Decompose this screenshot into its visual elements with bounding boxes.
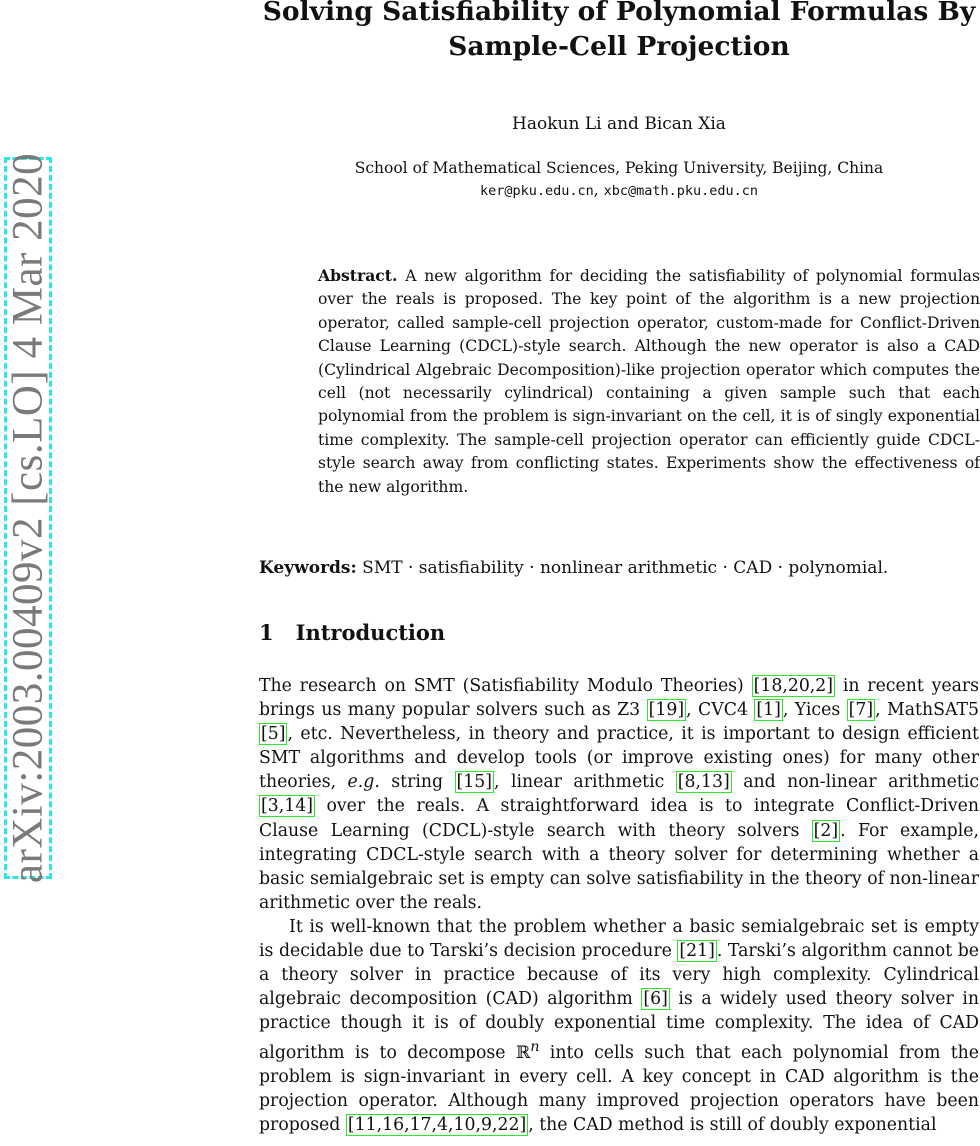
text-run: , etc. Nevertheless, in theory and practice, it is important to design efficient SMT algorithms and develop tools (or improve existing ones) for many other theories, <box>259 724 979 793</box>
citation-link[interactable]: [1] <box>756 700 781 721</box>
text-run: into cells such that each polynomial from the problem is sign-invariant in every cell. A key concept in CAD algorithm is the projection operator. Although many improved projection operators have been proposed <box>259 1043 979 1136</box>
arxiv-identifier: arXiv:2003.00409v2 [cs.LO] 4 Mar 2020 <box>4 152 52 884</box>
abstract-label: Abstract. <box>318 266 398 285</box>
text-run: is a widely used theory solver in practice though it is of doubly exponential time complexity. The idea of CAD algorithm is to decompose <box>259 989 979 1064</box>
authors: Haokun Li and Bican Xia <box>512 114 726 134</box>
text-run: over the reals. A straightforward idea is to integrate Conflict-Driven Clause Learning (CDCL)-style search with theory solvers <box>259 796 979 841</box>
affiliation: School of Mathematical Sciences, Peking University, Beijing, China <box>354 159 884 177</box>
text-run: , MathSAT5 <box>875 700 980 721</box>
text-run: , Yices <box>782 700 847 721</box>
section-number: 1 <box>259 620 274 645</box>
paragraph-2 <box>259 915 979 1138</box>
body-text <box>259 674 979 1138</box>
citation-link[interactable]: [3,14] <box>261 796 313 817</box>
text-run: string <box>379 772 455 793</box>
keywords-label: Keywords: <box>259 558 357 578</box>
citation-link[interactable]: [18,20,2] <box>753 676 834 696</box>
abstract-text: A new algorithm for deciding the satisfiability of polynomial formulas over the reals is proposed. The key point of the algorithm is a new projection operator, called sample-cell projection operator, custom-made for Conflict-Driven Clause Learning (CDCL)-style search. Although the new operator is also a CAD (Cylindrical Algebraic Decomposition)-like projection operator which computes the cell (not necessarily cylindrical) containing a given sample such that each polynomial from the problem is sign-invariant on the cell, it is of singly exponential time complexity. The sample-cell projection operator can efficiently guide CDCL-style search away from conflicting states. Experiments show the effectiveness of the new algorithm. <box>318 267 980 496</box>
keywords <box>259 558 979 578</box>
text-run: , CVC4 <box>686 700 755 721</box>
citation-link[interactable]: [11,16,17,4,10,9,22] <box>347 1115 527 1136</box>
email-separator: , <box>593 181 604 199</box>
text-run: , linear arithmetic <box>494 772 676 793</box>
paper-title <box>259 0 979 64</box>
section-title: Introduction <box>295 620 446 645</box>
title-line-1: Solving Satisfiability of Polynomial Formulas By <box>262 0 976 27</box>
math-exponent-n: n <box>530 1039 540 1056</box>
keywords-text: SMT · satisfiability · nonlinear arithmetic · CAD · polynomial. <box>362 558 889 578</box>
affiliation-block <box>259 157 979 202</box>
citation-link[interactable]: [6] <box>643 989 668 1010</box>
abstract <box>318 264 980 499</box>
text-run: . Tarski’s algorithm cannot be a theory solver in practice because of its very high complexity. Cylindrical algebraic decomposition (CAD) algorithm <box>259 941 979 1010</box>
citation-link[interactable]: [21] <box>679 941 715 962</box>
title-line-2: Sample-Cell Projection <box>448 31 790 62</box>
text-run: It is well-known that the problem whether a basic semialgebraic set is empty is decidable due to Tarski’s decision procedure <box>259 916 979 962</box>
text-run: The research on SMT (Satisfiability Modulo Theories) <box>259 676 752 696</box>
email-xia[interactable]: xbc@math.pku.edu.cn <box>603 183 759 199</box>
emails <box>259 179 979 202</box>
italic-eg: e.g. <box>347 772 380 793</box>
citation-link[interactable]: [2] <box>813 820 839 841</box>
text-run: . For example, integrating CDCL-style search with a theory solver for determining whether a basic semialgebraic set is empty can solve satisfiability in the theory of non-linear arithmetic over the reals. <box>259 820 979 913</box>
math-real-numbers: ℝ <box>515 1043 531 1064</box>
citation-link[interactable]: [8,13] <box>677 772 730 793</box>
text-run: , the CAD method is still of doubly exponential <box>528 1115 937 1136</box>
text-run: in recent years brings us many popular solvers such as Z3 <box>259 676 979 721</box>
citation-link[interactable]: [15] <box>456 772 493 793</box>
section-heading <box>259 620 445 645</box>
citation-link[interactable]: [7] <box>848 700 874 721</box>
citation-link[interactable]: [19] <box>648 700 685 721</box>
paragraph-1 <box>259 674 979 915</box>
email-li[interactable]: ker@pku.edu.cn <box>479 183 594 199</box>
arxiv-sidebar <box>0 152 56 884</box>
text-run: and non-linear arithmetic <box>731 772 980 793</box>
citation-link[interactable]: [5] <box>261 724 286 745</box>
